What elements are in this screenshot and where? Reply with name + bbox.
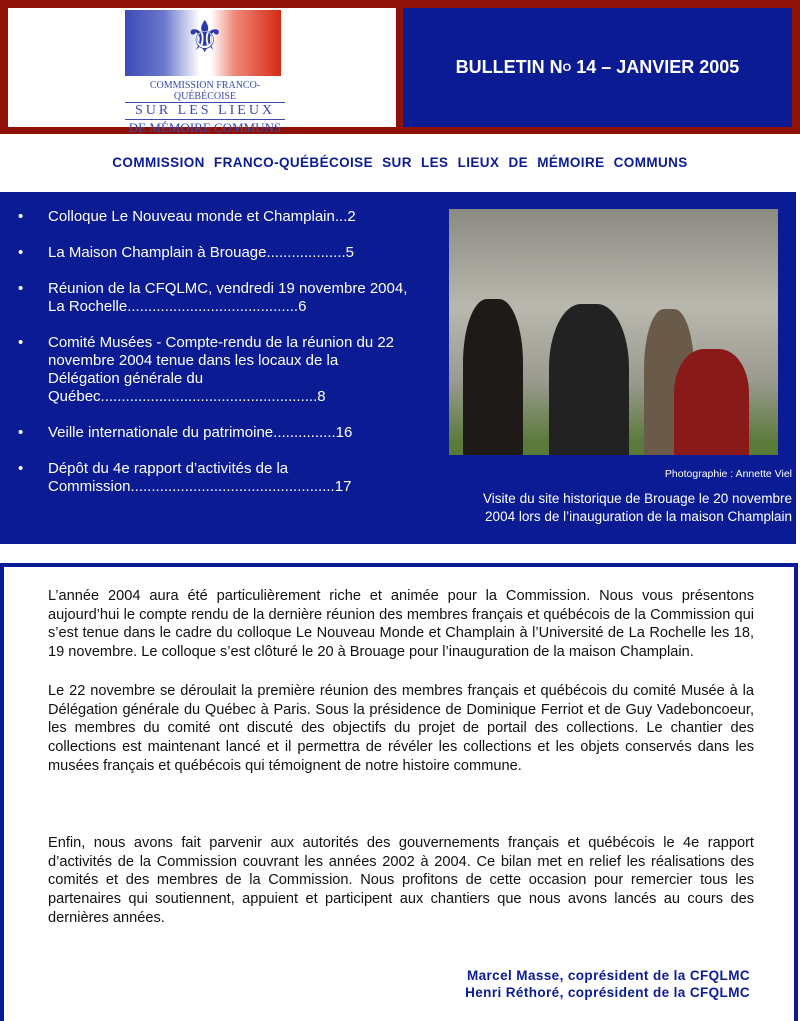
paragraph: Enfin, nous avons fait parvenir aux autorités des gouvernements français et québécois le 4e rapport d’activités de la Commission couvrant les années 2002 à 2004. Ce bilan met en relief les réalisations des comités et des membres de la Commission. Nous profitons de cette occasion pour remercier tous les partenaires qui soutiennent, appuient et participent aux chantiers que nous avons lancés au cours des dernières années.	[48, 835, 754, 926]
toc-item[interactable]: • Réunion de la CFQLMC, vendredi 19 novembre 2004, La Rochelle.........................................6	[18, 280, 410, 316]
table-of-contents	[0, 192, 796, 544]
bulletin-sup: O	[562, 61, 572, 74]
paragraph: L’année 2004 aura été particulièrement riche et animée pour la Commission. Nous vous présentons aujourd’hui le compte rendu de la dernière réunion des membres français et québécois de la Commission qui s’est tenue dans le cadre du colloque Le Nouveau Monde et Champlain à l’Université de La Rochelle les 18, 19 novembre. Le colloque s’est clôturé le 20 à Brouage pour l’inauguration de la maison Champlain.	[48, 588, 754, 661]
signatures	[465, 967, 750, 1001]
toc-item[interactable]: • Dépôt du 4e rapport d’activités de la Commission.................................................17	[18, 460, 410, 496]
toc-label: Veille internationale du patrimoine...............16	[48, 424, 353, 441]
signature: Henri Réthoré, coprésident de la CFQLMC	[465, 985, 750, 1000]
toc-item[interactable]: • Comité Musées - Compte-rendu de la réunion du 22 novembre 2004 tenue dans les locaux de la Délégation générale du Québec....................................................8	[18, 334, 410, 406]
commission-logo	[8, 8, 396, 135]
caption-line: 2004 lors de l’inauguration de la maison Champlain	[485, 509, 792, 524]
toc-label: Comité Musées - Compte-rendu de la réunion du 22 novembre 2004 tenue dans les locaux de la Délégation générale du Québec....................................................8	[48, 334, 395, 405]
bulletin-post: 14 – JANVIER 2005	[571, 57, 740, 77]
fleur-de-lis-icon: ⚜	[185, 13, 225, 62]
logo-line: DE MÉMOIRE COMMUNS	[128, 120, 282, 135]
page-title: COMMISSION FRANCO-QUÉBÉCOISE SUR LES LIEUX DE MÉMOIRE COMMUNS	[112, 155, 688, 170]
paragraph: Le 22 novembre se déroulait la première réunion des membres français et québécois du comité Musée à la Délégation générale du Québec à Paris. Sous la présidence de Dominique Ferriot et de Guy Vadeboncoeur, les membres du comité ont discuté des objectifs du projet de portail des collections. Le chantier des collections est maintenant lancé et il permettra de révéler les collections et les objets conservés dans les musées français et québécois qui témoignent de notre histoire commune.	[48, 683, 754, 774]
toc-item[interactable]: • Veille internationale du patrimoine...............16	[18, 424, 353, 441]
toc-item[interactable]: • Colloque Le Nouveau monde et Champlain...2	[18, 208, 356, 225]
flag-graphic	[125, 10, 281, 76]
photo-caption	[483, 490, 792, 526]
caption-line: Visite du site historique de Brouage le 20 novembre	[483, 491, 792, 506]
editorial	[0, 563, 798, 1021]
group-photo	[449, 209, 778, 455]
toc-item[interactable]: • La Maison Champlain à Brouage...................5	[18, 244, 354, 261]
header	[0, 0, 800, 134]
toc-label: La Maison Champlain à Brouage...................5	[48, 244, 354, 261]
toc-label: Colloque Le Nouveau monde et Champlain...2	[48, 208, 356, 225]
logo-line: SUR LES LIEUX	[125, 103, 285, 120]
bulletin-title	[403, 8, 792, 127]
toc-label: Réunion de la CFQLMC, vendredi 19 novembre 2004, La Rochelle.........................................6	[48, 280, 408, 315]
signature: Marcel Masse, coprésident de la CFQLMC	[466, 968, 750, 983]
photo-credit: Photographie : Annette Viel	[664, 468, 792, 480]
toc-label: Dépôt du 4e rapport d’activités de la Commission.................................................17	[48, 460, 352, 495]
bulletin-pre: BULLETIN N	[455, 57, 563, 77]
logo-line: COMMISSION FRANCO-QUÉBÉCOISE	[125, 80, 285, 103]
